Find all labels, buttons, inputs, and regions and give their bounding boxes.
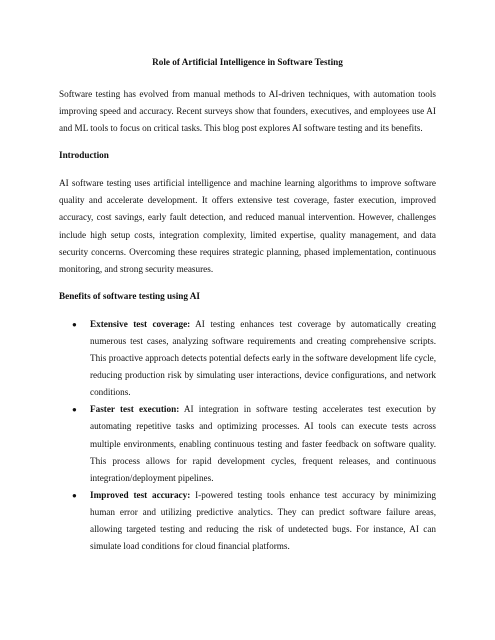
list-item [59, 316, 436, 401]
bullet-term: Faster test execution: [90, 404, 180, 415]
section-heading-benefits: Benefits of software testing using AI [59, 290, 200, 301]
bullet-term: Improved test accuracy: [90, 489, 191, 500]
section-heading-introduction: Introduction [59, 150, 109, 161]
bullet-text: I-powered testing tools enhance test accuracy by minimizing human error and utilizing predictive analytics. They can predict software failure areas, allowing targeted testing and reducing the risk of undetected bugs. For instance, AI can simulate load conditions for cloud financial platforms. [90, 489, 436, 552]
bullet-icon: ● [72, 319, 77, 329]
intro-paragraph: Software testing has evolved from manual methods to AI-driven techniques, with automation tools improving speed and accuracy. Recent surveys show that founders, executives, and employees use AI and ML tools to focus on critical tasks. This blog post explores AI software testing and its benefits. [59, 89, 436, 134]
list-item [59, 487, 436, 555]
bullet-icon: ● [72, 490, 77, 500]
benefits-list [59, 316, 436, 555]
bullet-text: AI integration in software testing accelerates test execution by automating repetitive tasks and optimizing processes. AI tools can execute tests across multiple environments, enabling continuous testing and faster feedback on software quality. This process allows for rapid development cycles, frequent releases, and continuous integration/deployment pipelines. [90, 404, 436, 483]
introduction-paragraph: AI software testing uses artificial intelligence and machine learning algorithms to improve software quality and accelerate development. It offers extensive test coverage, faster execution, improved accuracy, cost savings, early fault detection, and reduced manual intervention. However, challenges include high setup costs, integration complexity, limited expertise, quality management, and data security concerns. Overcoming these requires strategic planning, phased implementation, continuous monitoring, and strong security measures. [59, 178, 436, 274]
bullet-text: AI testing enhances test coverage by automatically creating numerous test cases, analyzing software requirements and creating comprehensive scripts. This proactive approach detects potential defects early in the software development life cycle, reducing production risk by simulating user interactions, device configurations, and network conditions. [90, 318, 436, 398]
bullet-icon: ● [72, 405, 77, 415]
bullet-term: Extensive test coverage: [90, 318, 191, 329]
list-item [59, 401, 436, 486]
document-title: Role of Artificial Intelligence in Software Testing [152, 57, 343, 67]
